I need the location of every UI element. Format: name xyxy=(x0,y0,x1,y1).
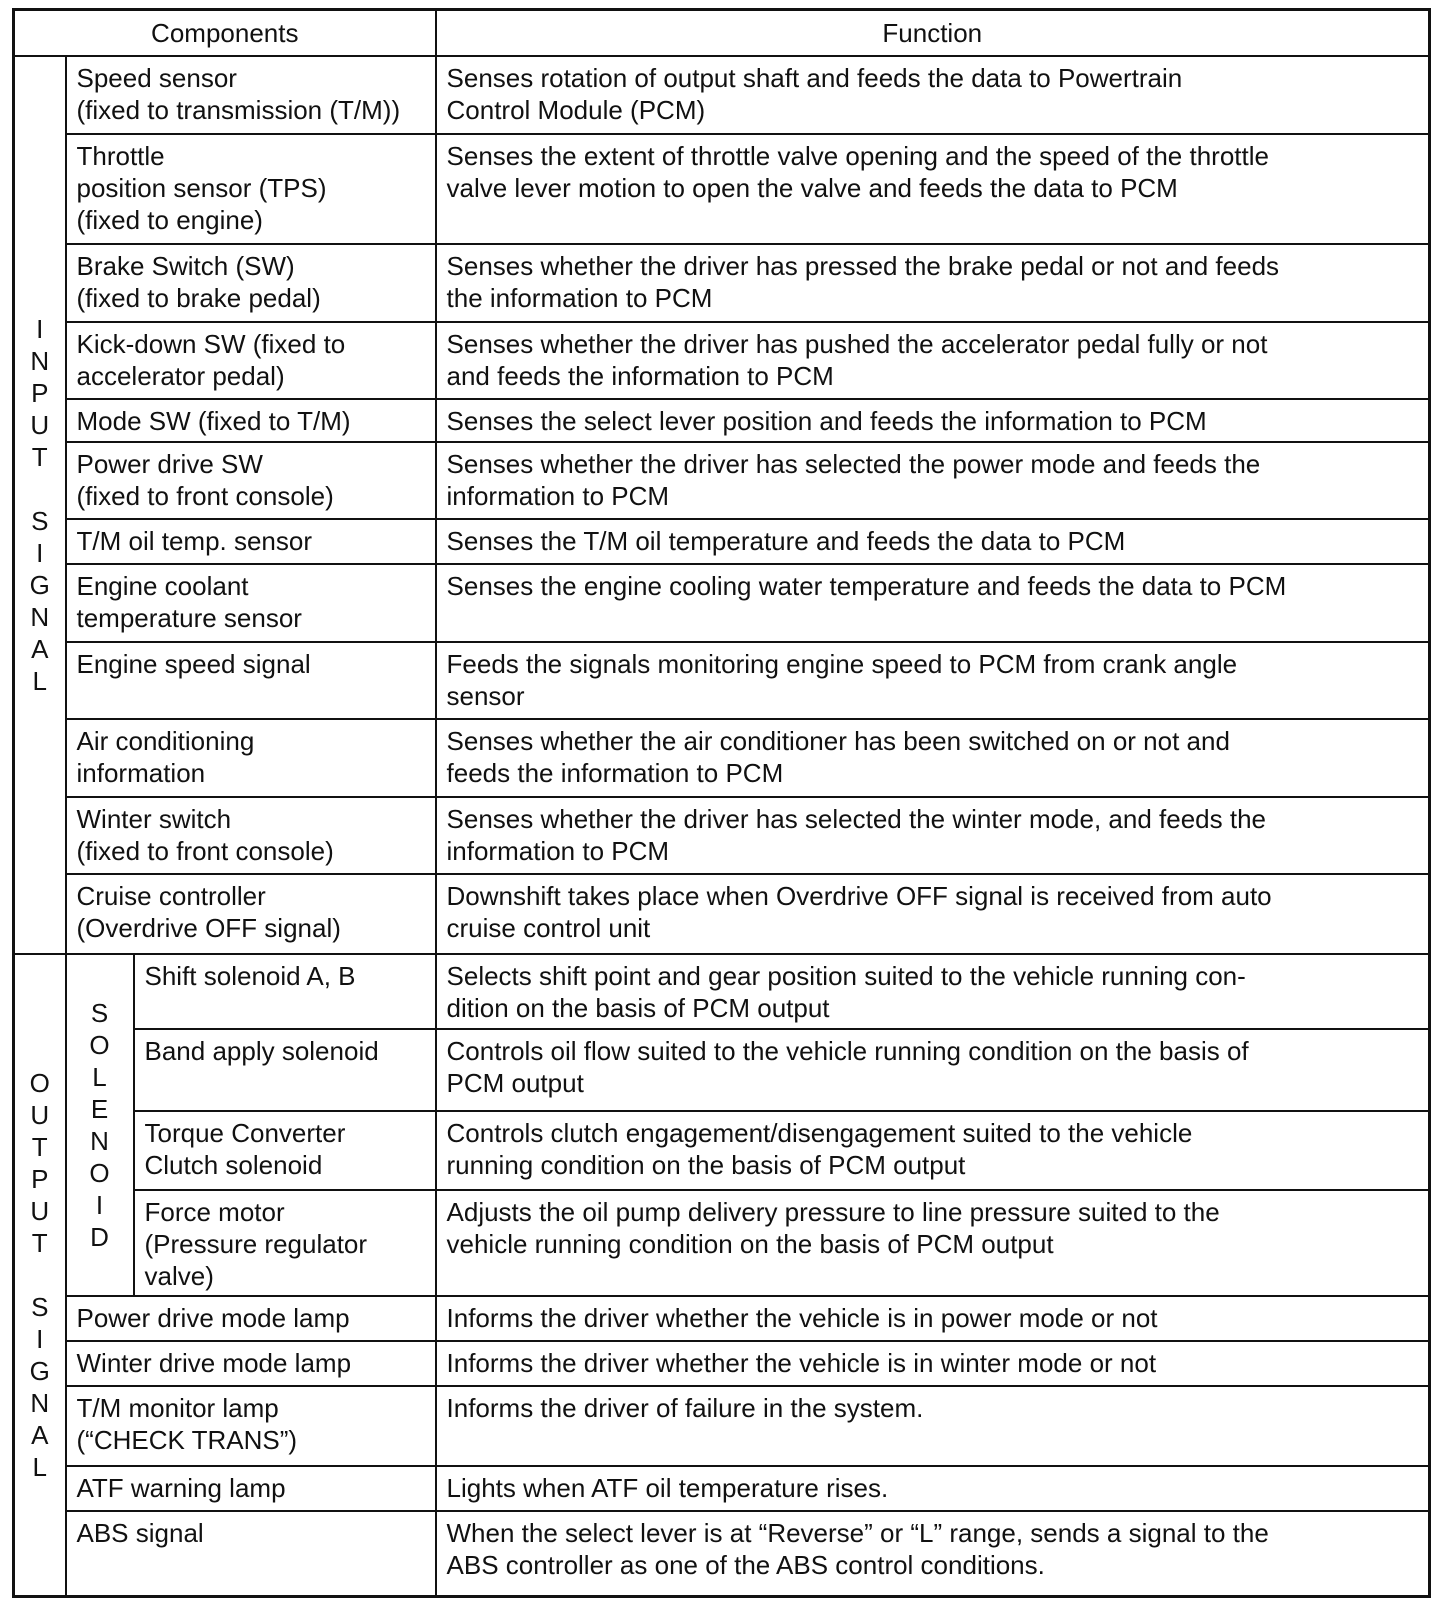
input-signal-group-label-letter: T xyxy=(31,442,48,473)
component-cell: Torque Converter Clutch solenoid xyxy=(134,1111,436,1191)
input-signal-group-label-letter: N xyxy=(30,602,50,633)
output-signal-group-label-letter: A xyxy=(31,1419,49,1450)
function-cell: Senses whether the driver has selected the power mode and feeds the information to PCM xyxy=(436,442,1430,520)
component-cell: ABS signal xyxy=(66,1511,436,1597)
function-cell: Senses whether the air conditioner has been switched on or not and feeds the information to PCM xyxy=(436,719,1430,797)
function-header: Function xyxy=(436,10,1430,57)
function-cell: When the select lever is at “Reverse” or “L” range, sends a signal to the ABS controller as one of the ABS control conditions. xyxy=(436,1511,1430,1597)
output-signal-group-label-letter: G xyxy=(29,1355,50,1386)
component-cell: Engine speed signal xyxy=(66,642,436,720)
table-row xyxy=(14,56,1430,134)
table-row xyxy=(14,1111,1430,1191)
input-signal-group-label-letter: A xyxy=(31,634,49,665)
solenoid-group-label-letter: O xyxy=(89,1158,110,1189)
table-row xyxy=(14,1466,1430,1511)
table-row xyxy=(14,322,1430,400)
function-cell: Senses the extent of throttle valve opening and the speed of the throttle valve lever motion to open the valve and feeds the data to PCM xyxy=(436,134,1430,244)
component-cell: Engine coolant temperature sensor xyxy=(66,564,436,642)
input-signal-group-label-letter: U xyxy=(30,410,50,441)
solenoid-group-label xyxy=(66,954,134,1297)
output-signal-group-label-letter: L xyxy=(32,1451,47,1482)
table-row xyxy=(14,134,1430,244)
solenoid-group-label-letter: E xyxy=(90,1094,109,1125)
table-row xyxy=(14,642,1430,720)
component-cell: Brake Switch (SW) (fixed to brake pedal) xyxy=(66,244,436,322)
table-row xyxy=(14,399,1430,442)
function-cell: Senses the engine cooling water temperature and feeds the data to PCM xyxy=(436,564,1430,642)
output-signal-group-label xyxy=(14,954,66,1597)
function-cell: Adjusts the oil pump delivery pressure to line pressure suited to the vehicle running condition on the basis of PCM output xyxy=(436,1190,1430,1296)
input-signal-group-label-letter: S xyxy=(31,506,49,537)
input-signal-group-label-letter: N xyxy=(30,346,50,377)
solenoid-group-label-letter: O xyxy=(89,1030,110,1061)
function-cell: Senses whether the driver has selected the winter mode, and feeds the information to PCM xyxy=(436,797,1430,875)
table-row xyxy=(14,1511,1430,1597)
table-row xyxy=(14,954,1430,1029)
table-row xyxy=(14,1029,1430,1111)
table-row xyxy=(14,519,1430,564)
input-signal-group-label xyxy=(14,56,66,953)
function-cell: Informs the driver of failure in the system. xyxy=(436,1386,1430,1466)
solenoid-group-label-letter: S xyxy=(90,998,109,1029)
function-cell: Informs the driver whether the vehicle is in power mode or not xyxy=(436,1296,1430,1341)
component-cell: T/M monitor lamp (“CHECK TRANS”) xyxy=(66,1386,436,1466)
table-row xyxy=(14,797,1430,875)
table-row xyxy=(14,442,1430,520)
function-cell: Feeds the signals monitoring engine speed to PCM from crank angle sensor xyxy=(436,642,1430,720)
component-cell: Speed sensor (fixed to transmission (T/M)) xyxy=(66,56,436,134)
output-signal-group-label-letter: S xyxy=(31,1291,49,1322)
table-body xyxy=(14,10,1430,1597)
solenoid-group-label-letter: L xyxy=(92,1062,107,1093)
function-cell: Lights when ATF oil temperature rises. xyxy=(436,1466,1430,1511)
function-cell: Senses the select lever position and feeds the information to PCM xyxy=(436,399,1430,442)
input-signal-group-label-letter: L xyxy=(32,666,47,697)
table-row xyxy=(14,1386,1430,1466)
component-cell: Winter drive mode lamp xyxy=(66,1341,436,1386)
component-cell: Cruise controller (Overdrive OFF signal) xyxy=(66,874,436,954)
component-cell: Mode SW (fixed to T/M) xyxy=(66,399,436,442)
output-signal-group-label-letter: T xyxy=(31,1227,48,1258)
output-signal-group-label-letter: U xyxy=(30,1195,50,1226)
table-row xyxy=(14,1341,1430,1386)
output-signal-group-label-letter: T xyxy=(31,1131,48,1162)
function-cell: Senses whether the driver has pressed the brake pedal or not and feeds the information to PCM xyxy=(436,244,1430,322)
components-function-table xyxy=(12,8,1431,1598)
table-row xyxy=(14,244,1430,322)
component-cell: Throttle position sensor (TPS) (fixed to engine) xyxy=(66,134,436,244)
output-signal-group-label-letter: P xyxy=(31,1163,49,1194)
components-header: Components xyxy=(14,10,436,57)
function-cell: Controls clutch engagement/disengagement suited to the vehicle running condition on the basis of PCM output xyxy=(436,1111,1430,1191)
component-cell: Band apply solenoid xyxy=(134,1029,436,1111)
component-cell: Power drive mode lamp xyxy=(66,1296,436,1341)
output-signal-group-label-letter: I xyxy=(36,1323,44,1354)
function-cell: Senses whether the driver has pushed the accelerator pedal fully or not and feeds the information to PCM xyxy=(436,322,1430,400)
table-row xyxy=(14,564,1430,642)
input-signal-group-label-letter: P xyxy=(31,378,49,409)
function-cell: Controls oil flow suited to the vehicle running condition on the basis of PCM output xyxy=(436,1029,1430,1111)
solenoid-group-label-letter: N xyxy=(90,1126,109,1157)
output-signal-group-label-letter: O xyxy=(29,1067,50,1098)
component-cell: T/M oil temp. sensor xyxy=(66,519,436,564)
solenoid-group-label-letter: D xyxy=(90,1222,109,1253)
component-cell: Air conditioning information xyxy=(66,719,436,797)
function-cell: Senses the T/M oil temperature and feeds the data to PCM xyxy=(436,519,1430,564)
component-cell: Winter switch (fixed to front console) xyxy=(66,797,436,875)
component-cell: Power drive SW (fixed to front console) xyxy=(66,442,436,520)
function-cell: Downshift takes place when Overdrive OFF signal is received from auto cruise control unit xyxy=(436,874,1430,954)
table-row xyxy=(14,719,1430,797)
table-row xyxy=(14,1296,1430,1341)
function-cell: Senses rotation of output shaft and feeds the data to Powertrain Control Module (PCM) xyxy=(436,56,1430,134)
component-cell: Force motor (Pressure regulator valve) xyxy=(134,1190,436,1296)
table-row xyxy=(14,1190,1430,1296)
function-cell: Selects shift point and gear position suited to the vehicle running con- dition on the basis of PCM output xyxy=(436,954,1430,1029)
component-cell: Shift solenoid A, B xyxy=(134,954,436,1029)
table-row xyxy=(14,874,1430,954)
output-signal-group-label-letter: U xyxy=(30,1099,50,1130)
component-cell: ATF warning lamp xyxy=(66,1466,436,1511)
input-signal-group-label-letter: I xyxy=(36,314,44,345)
output-signal-group-label-letter: N xyxy=(30,1387,50,1418)
function-cell: Informs the driver whether the vehicle is in winter mode or not xyxy=(436,1341,1430,1386)
input-signal-group-label-letter: I xyxy=(36,538,44,569)
header-row xyxy=(14,10,1430,57)
component-cell: Kick-down SW (fixed to accelerator pedal) xyxy=(66,322,436,400)
input-signal-group-label-letter: G xyxy=(29,570,50,601)
solenoid-group-label-letter: I xyxy=(95,1190,104,1221)
